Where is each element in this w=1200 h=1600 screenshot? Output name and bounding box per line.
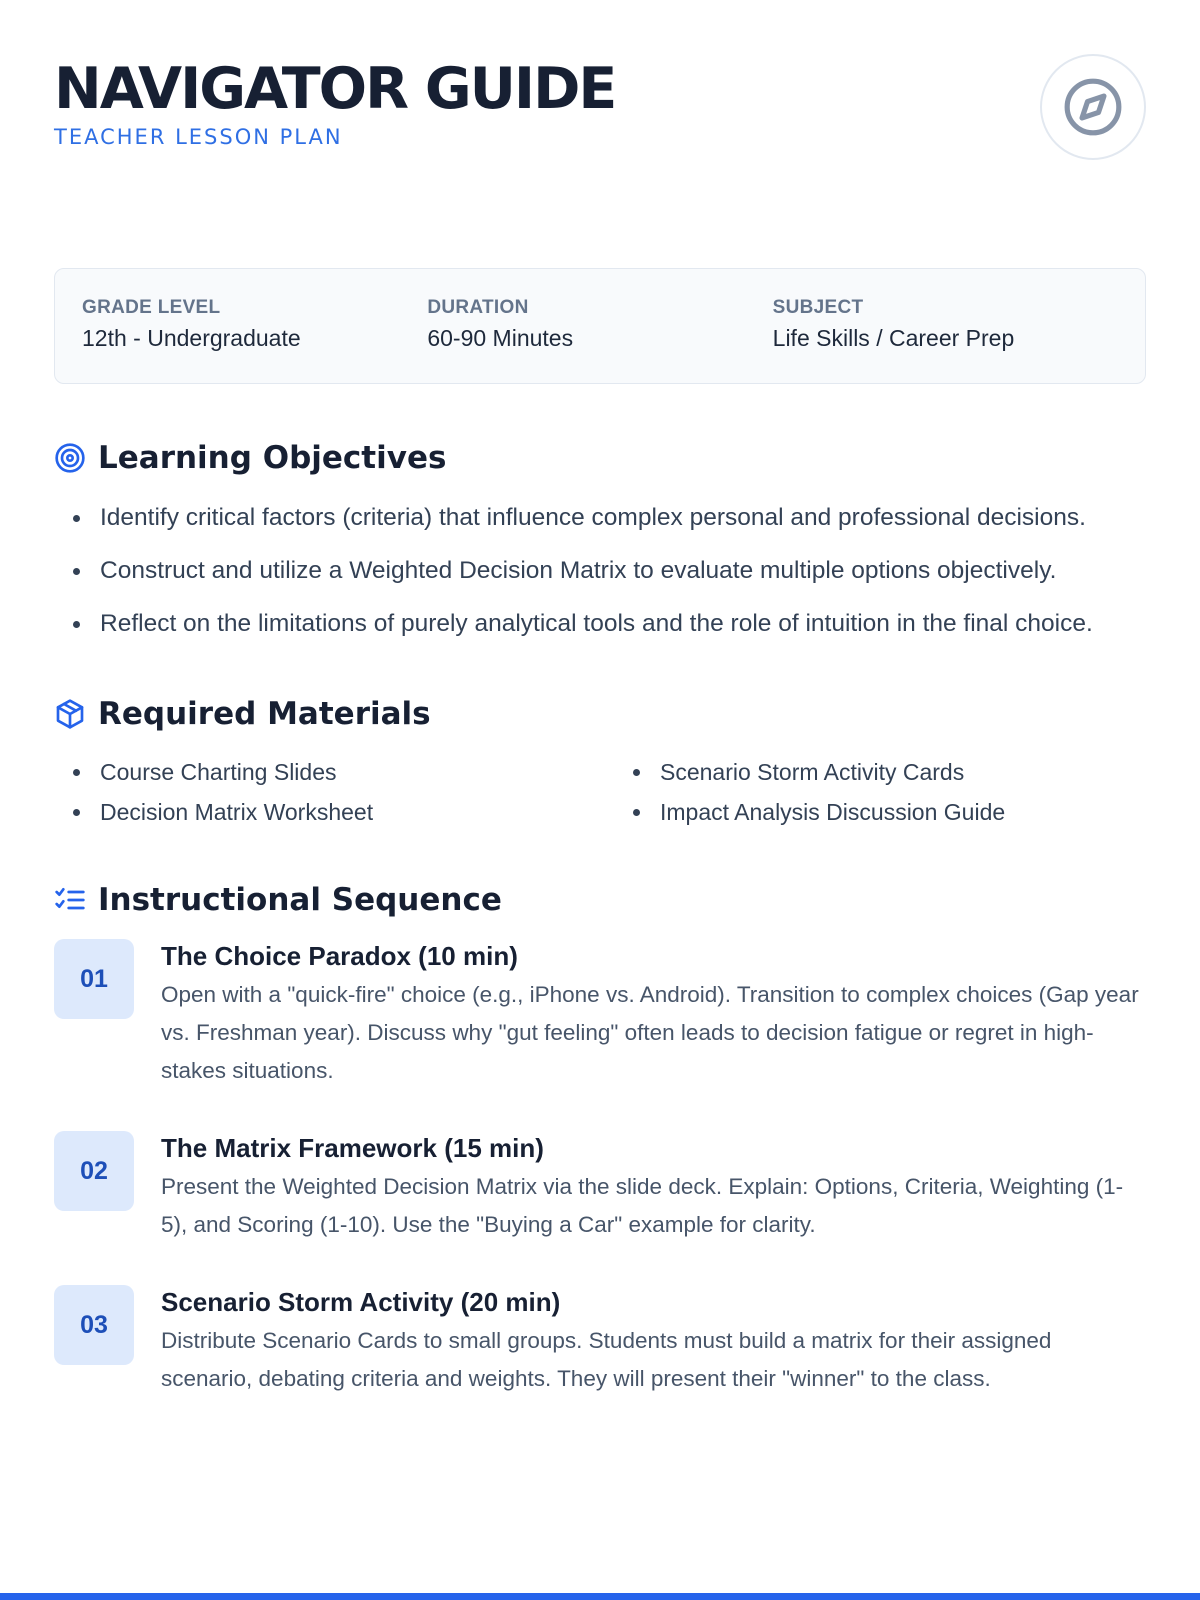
step-body [161,938,1146,1090]
step-number-badge: 03 [54,1285,134,1365]
materials-list [54,754,1146,830]
section-title: Required Materials [98,696,431,732]
checklist-icon [54,884,86,916]
step-number-badge: 02 [54,1131,134,1211]
materials-section [54,696,1146,830]
objective-item: Construct and utilize a Weighted Decision Matrix to evaluate multiple options objectively. [54,551,1146,591]
sequence-step [54,1284,1146,1398]
page-title: NAVIGATOR GUIDE [54,56,616,122]
section-heading [54,882,1146,918]
info-grade-level [82,295,427,383]
info-subject [773,295,1118,383]
step-description: Open with a "quick-fire" choice (e.g., iPhone vs. Android). Transition to complex choices (Gap year vs. Freshman year). Discuss why "gut feeling" often leads to decision fatigue or regret in high-stakes situations. [161,982,1139,1083]
objectives-section [54,440,1146,644]
steps-list [54,938,1146,1398]
objectives-list [54,498,1146,644]
step-body [161,1130,1146,1244]
step-description: Present the Weighted Decision Matrix via the slide deck. Explain: Options, Criteria, Weighting (1-5), and Scoring (1-10). Use the "Buying a Car" example for clarity. [161,1174,1124,1237]
info-value: 12th - Undergraduate [82,325,301,351]
section-heading [54,696,1146,732]
sequence-step [54,1130,1146,1244]
info-value: 60-90 Minutes [427,325,574,351]
sequence-step [54,938,1146,1090]
page-subtitle: TEACHER LESSON PLAN [54,125,343,149]
info-duration [427,295,772,383]
info-label: SUBJECT [772,297,864,318]
section-heading [54,440,1146,476]
step-body [161,1284,1146,1398]
step-title: The Choice Paradox (10 min) [161,941,518,971]
info-label: GRADE LEVEL [82,297,221,318]
compass-icon [1062,76,1124,138]
section-title: Learning Objectives [98,440,447,476]
section-title: Instructional Sequence [98,882,502,918]
compass-badge [1040,54,1146,160]
material-item: Course Charting Slides [54,754,614,790]
sequence-section [54,882,1146,1398]
bottom-accent-bar [0,1593,1200,1600]
step-number-badge: 01 [54,939,134,1019]
step-description: Distribute Scenario Cards to small groups. Students must build a matrix for their assigned scenario, debating criteria and weights. They will present their "winner" to the class. [161,1328,1052,1391]
step-title: The Matrix Framework (15 min) [161,1133,544,1163]
info-value: Life Skills / Career Prep [772,325,1015,351]
header [54,54,1146,214]
objective-item: Identify critical factors (criteria) that influence complex personal and professional decisions. [54,498,1146,538]
target-icon [54,442,86,474]
lesson-info-box [54,268,1146,384]
title-block [54,54,615,150]
material-item: Impact Analysis Discussion Guide [614,794,1146,830]
step-title: Scenario Storm Activity (20 min) [161,1287,561,1317]
info-label: DURATION [427,297,529,318]
objective-item: Reflect on the limitations of purely analytical tools and the role of intuition in the final choice. [54,604,1146,644]
material-item: Scenario Storm Activity Cards [614,754,1146,790]
package-icon [54,698,86,730]
material-item: Decision Matrix Worksheet [54,794,614,830]
